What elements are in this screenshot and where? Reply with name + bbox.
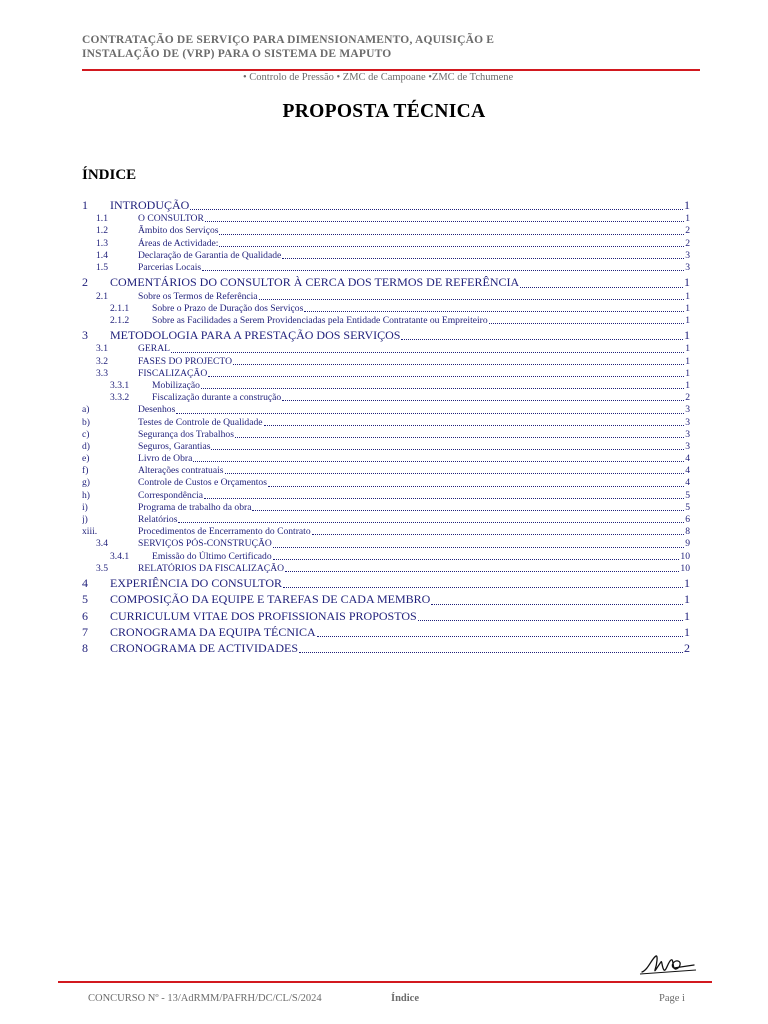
toc-entry-number: 8 (82, 641, 88, 656)
toc-entry[interactable] (82, 404, 690, 416)
toc-entry[interactable] (82, 392, 690, 404)
toc-leader-dots (285, 571, 679, 572)
toc-leader-dots (204, 498, 684, 499)
toc-entry-number: 1.1 (96, 213, 108, 225)
toc-entry-page: 1 (684, 592, 690, 607)
toc-entry-page: 1 (685, 367, 690, 379)
toc-entry-page: 10 (680, 562, 690, 574)
toc-leader-dots (520, 287, 683, 288)
toc-entry[interactable] (82, 380, 690, 392)
toc-entry-title[interactable]: Parcerias Locais (138, 262, 202, 274)
toc-entry-title[interactable]: Controle de Custos e Orçamentos (138, 477, 267, 489)
toc-entry-page: 1 (684, 328, 690, 343)
toc-entry-title[interactable]: Mobilização (152, 379, 200, 391)
toc-entry-page: 9 (685, 538, 690, 550)
toc-entry-number: 5 (82, 592, 88, 607)
toc-leader-dots (304, 311, 684, 312)
toc-entry-page: 1 (684, 624, 690, 639)
toc-leader-dots (235, 437, 684, 438)
table-of-contents (82, 197, 690, 656)
toc-entry-title[interactable]: FASES DO PROJECTO (138, 355, 233, 367)
toc-entry-title[interactable]: COMENTÁRIOS DO CONSULTOR À CERCA DOS TERMOS DE REFERÊNCIA (110, 275, 520, 290)
document-title: PROPOSTA TÉCNICA (282, 101, 486, 122)
toc-entry-page: 1 (685, 314, 690, 326)
toc-entry-page: 1 (684, 608, 690, 623)
toc-entry[interactable] (82, 465, 690, 477)
toc-leader-dots (268, 486, 684, 487)
toc-entry-title[interactable]: Seguros, Garantias (138, 440, 211, 452)
toc-leader-dots (202, 270, 684, 271)
toc-leader-dots (252, 510, 684, 511)
toc-leader-dots (264, 425, 685, 426)
toc-leader-dots (401, 339, 683, 340)
toc-entry-page: 8 (685, 526, 690, 538)
toc-entry-title[interactable]: EXPERIÊNCIA DO CONSULTOR (110, 575, 283, 590)
toc-entry-number: xiii. (82, 526, 98, 538)
toc-leader-dots (176, 413, 684, 414)
toc-entry-page: 3 (685, 428, 690, 440)
toc-entry[interactable] (82, 608, 690, 624)
toc-entry-number: 1.3 (96, 237, 108, 249)
toc-entry-title[interactable]: GERAL (138, 343, 170, 355)
toc-entry-title[interactable]: Programa de trabalho da obra (138, 501, 252, 513)
toc-entry[interactable] (82, 213, 690, 225)
toc-leader-dots (201, 388, 684, 389)
toc-entry-number: 2.1 (96, 290, 108, 302)
toc-entry[interactable] (82, 291, 690, 303)
index-heading: ÍNDICE (82, 167, 137, 183)
toc-entry-number: f) (82, 465, 89, 477)
toc-entry-page: 4 (685, 477, 690, 489)
toc-entry[interactable] (82, 250, 690, 262)
toc-leader-dots (233, 364, 684, 365)
toc-leader-dots (431, 604, 683, 605)
toc-entry-number: d) (82, 440, 90, 452)
toc-leader-dots (211, 449, 684, 450)
toc-entry-page: 3 (685, 249, 690, 261)
toc-entry-title[interactable]: Relatórios (138, 514, 178, 526)
toc-entry-page: 1 (685, 290, 690, 302)
toc-entry[interactable] (82, 225, 690, 237)
footer-section: Índice (391, 993, 420, 1004)
toc-entry[interactable] (82, 315, 690, 327)
toc-entry[interactable] (82, 274, 690, 290)
toc-entry-title[interactable]: Fiscalização durante a construção (152, 392, 282, 404)
toc-leader-dots (259, 299, 685, 300)
toc-entry-number: 2.1.1 (110, 302, 130, 314)
toc-entry-page: 1 (685, 355, 690, 367)
toc-entry-number: 4 (82, 575, 88, 590)
toc-entry[interactable] (82, 526, 690, 538)
toc-entry[interactable] (82, 441, 690, 453)
toc-entry-title[interactable]: Livro de Obra (138, 453, 193, 465)
header-rule (82, 69, 700, 71)
toc-entry-number: 7 (82, 624, 88, 639)
toc-entry-number: c) (82, 428, 90, 440)
toc-leader-dots (317, 636, 683, 637)
toc-entry-number: 3.3.2 (110, 392, 130, 404)
toc-entry[interactable] (82, 327, 690, 343)
toc-entry[interactable] (82, 453, 690, 465)
toc-entry-title[interactable]: Emissão do Último Certificado (152, 550, 272, 562)
toc-entry-page: 4 (685, 465, 690, 477)
toc-entry-number: b) (82, 416, 90, 428)
toc-entry-title[interactable]: FISCALIZAÇÃO (138, 367, 208, 379)
toc-entry[interactable] (82, 303, 690, 315)
toc-entry-page: 1 (684, 575, 690, 590)
toc-entry-number: i) (82, 501, 88, 513)
toc-entry[interactable] (82, 368, 690, 380)
toc-entry-title[interactable]: CURRICULUM VITAE DOS PROFISSIONAIS PROPOSTOS (110, 608, 417, 623)
toc-entry-page: 10 (680, 550, 690, 562)
toc-entry[interactable] (82, 343, 690, 355)
toc-leader-dots (489, 323, 685, 324)
toc-leader-dots (282, 400, 684, 401)
toc-leader-dots (225, 473, 685, 474)
toc-entry-number: 3.3 (96, 367, 108, 379)
toc-entry-page: 3 (685, 416, 690, 428)
toc-entry-page: 2 (685, 237, 690, 249)
toc-entry-title[interactable]: Desenhos (138, 404, 176, 416)
toc-entry-number: 1.5 (96, 262, 108, 274)
toc-leader-dots (178, 522, 684, 523)
toc-entry-number: 3.1 (96, 343, 108, 355)
toc-entry-title[interactable]: Declaração de Garantia de Qualidade (138, 249, 282, 261)
toc-entry-page: 3 (685, 404, 690, 416)
toc-entry-number: 3.2 (96, 355, 108, 367)
toc-entry-page: 1 (685, 213, 690, 225)
toc-entry-number: h) (82, 489, 90, 501)
toc-entry-number: 2.1.2 (110, 314, 130, 326)
toc-entry-number: 1.2 (96, 225, 108, 237)
toc-entry-number: 2 (82, 275, 88, 290)
toc-leader-dots (219, 246, 684, 247)
toc-leader-dots (418, 620, 683, 621)
toc-entry-title[interactable]: Correspondência (138, 489, 204, 501)
toc-entry-number: j) (82, 514, 88, 526)
toc-entry[interactable] (82, 356, 690, 368)
toc-entry-title[interactable]: METODOLOGIA PARA A PRESTAÇÃO DOS SERVIÇOS (110, 328, 401, 343)
toc-entry-title[interactable]: CRONOGRAMA DA EQUIPA TÉCNICA (110, 624, 316, 639)
toc-entry-title[interactable]: Procedimentos de Encerramento do Contrato (138, 526, 311, 538)
toc-leader-dots (273, 559, 680, 560)
toc-leader-dots (312, 534, 685, 535)
toc-entry-page: 2 (685, 225, 690, 237)
toc-leader-dots (171, 352, 684, 353)
footer-reference: CONCURSO Nº - 13/AdRMM/PAFRH/DC/CL/S/2024 (88, 993, 322, 1004)
toc-entry-number: 3 (82, 328, 88, 343)
toc-leader-dots (273, 547, 684, 548)
toc-entry-number: 1.4 (96, 249, 108, 261)
toc-entry-title[interactable]: O CONSULTOR (138, 213, 204, 225)
toc-entry[interactable] (82, 417, 690, 429)
toc-entry[interactable] (82, 538, 690, 550)
toc-entry-title[interactable]: Segurança dos Trabalhos (138, 428, 234, 440)
toc-entry-title[interactable]: Sobre as Facilidades a Serem Providenciadas pela Entidade Contratante ou Empreiteiro (152, 314, 488, 326)
toc-entry-page: 1 (685, 302, 690, 314)
toc-leader-dots (282, 258, 684, 259)
toc-entry-title[interactable]: Âmbito dos Serviços (138, 225, 219, 237)
toc-leader-dots (208, 376, 684, 377)
toc-entry-number: 6 (82, 608, 88, 623)
header-title-line1: CONTRATAÇÃO DE SERVIÇO PARA DIMENSIONAMENTO, AQUISIÇÃO E (82, 34, 495, 46)
toc-entry-page: 1 (684, 275, 690, 290)
toc-entry-number: 3.5 (96, 562, 108, 574)
toc-leader-dots (299, 652, 683, 653)
toc-entry[interactable] (82, 238, 690, 250)
toc-entry-number: 1 (82, 198, 88, 212)
toc-entry[interactable] (82, 262, 690, 274)
toc-entry-page: 3 (685, 440, 690, 452)
toc-entry-title[interactable]: Testes de Controle de Qualidade (138, 416, 263, 428)
toc-entry[interactable] (82, 624, 690, 640)
toc-entry[interactable] (82, 490, 690, 502)
toc-entry-page: 2 (685, 392, 690, 404)
toc-leader-dots (193, 461, 684, 462)
toc-entry-title[interactable]: Sobre os Termos de Referência (138, 290, 258, 302)
toc-entry-number: a) (82, 404, 90, 416)
toc-entry[interactable] (82, 502, 690, 514)
header-title-line2: INSTALAÇÃO DE (VRP) PARA O SISTEMA DE MAPUTO (82, 48, 392, 60)
toc-entry[interactable] (82, 575, 690, 591)
toc-entry[interactable] (82, 477, 690, 489)
toc-entry[interactable] (82, 640, 690, 656)
toc-entry-title[interactable]: INTRODUÇÃO (110, 198, 190, 212)
toc-entry[interactable] (82, 563, 690, 575)
signature-icon (638, 952, 698, 978)
toc-entry-title[interactable]: Alterações contratuais (138, 465, 224, 477)
toc-entry-page: 1 (685, 343, 690, 355)
toc-entry[interactable] (82, 429, 690, 441)
toc-entry-title[interactable]: RELATÓRIOS DA FISCALIZAÇÃO (138, 562, 285, 574)
toc-entry-page: 3 (685, 262, 690, 274)
toc-entry-page: 2 (684, 641, 690, 656)
toc-entry[interactable] (82, 197, 690, 213)
toc-leader-dots (283, 587, 683, 588)
toc-entry-title[interactable]: Áreas de Actividade: (138, 237, 219, 249)
toc-entry-title[interactable]: SERVIÇOS PÓS-CONSTRUÇÃO (138, 538, 272, 550)
toc-entry-title[interactable]: CRONOGRAMA DE ACTIVIDADES (110, 641, 299, 656)
toc-entry-page: 4 (685, 453, 690, 465)
toc-leader-dots (219, 234, 684, 235)
toc-leader-dots (190, 209, 683, 210)
toc-entry-number: 3.4.1 (110, 550, 130, 562)
toc-entry-number: g) (82, 477, 90, 489)
toc-leader-dots (205, 221, 684, 222)
toc-entry-number: 3.4 (96, 538, 108, 550)
header-title (82, 33, 522, 61)
toc-entry-title[interactable]: Sobre o Prazo de Duração dos Serviços (152, 302, 304, 314)
toc-entry-number: e) (82, 453, 90, 465)
toc-entry-page: 1 (684, 198, 690, 212)
toc-entry-page: 5 (685, 489, 690, 501)
footer-rule (58, 981, 712, 983)
toc-entry[interactable] (82, 591, 690, 607)
toc-entry-page: 1 (685, 379, 690, 391)
toc-entry[interactable] (82, 514, 690, 526)
toc-entry[interactable] (82, 551, 690, 563)
toc-entry-page: 6 (685, 514, 690, 526)
footer-page-number: Page i (659, 993, 685, 1004)
toc-entry-page: 5 (685, 501, 690, 513)
toc-entry-title[interactable]: COMPOSIÇÃO DA EQUIPE E TAREFAS DE CADA MEMBRO (110, 592, 431, 607)
header-subtitle: • Controlo de Pressão • ZMC de Campoane •ZMC de Tchumene (243, 72, 514, 83)
toc-entry-number: 3.3.1 (110, 379, 130, 391)
